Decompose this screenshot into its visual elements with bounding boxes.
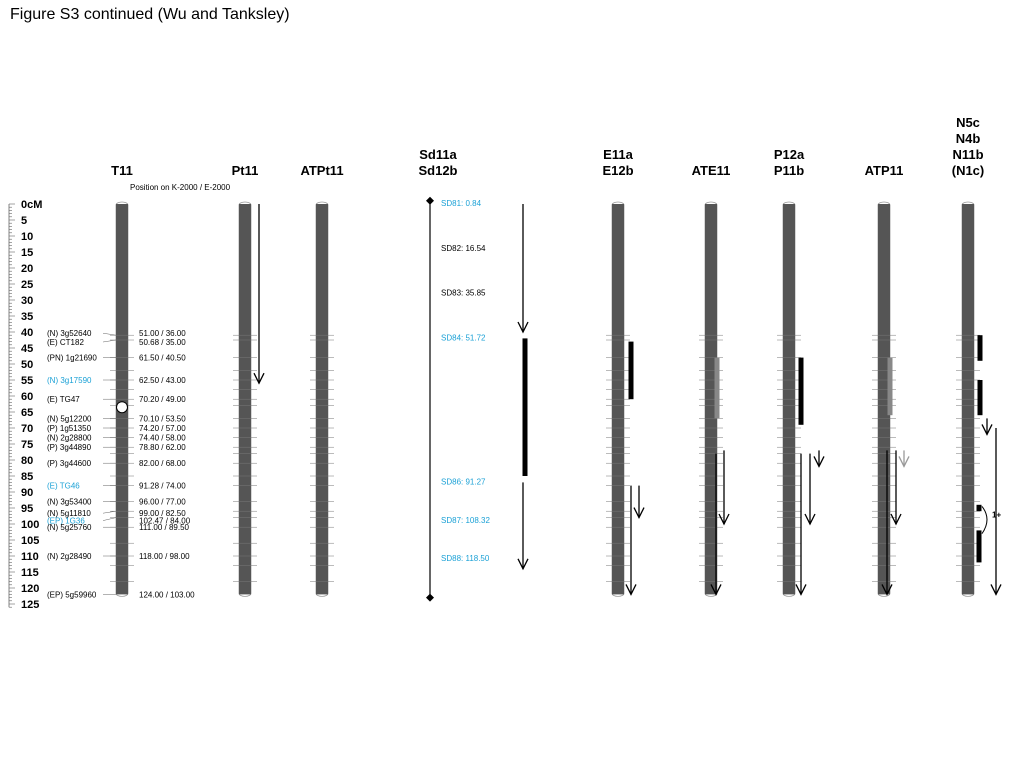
marker-position: 50.68 / 35.00	[139, 338, 186, 347]
scale-label: 75	[21, 439, 34, 451]
marker-name: (N) 3g17590	[47, 376, 92, 385]
sd-label: SD86: 91.27	[441, 477, 486, 487]
sd-label: SD81: 0.84	[441, 199, 482, 208]
scale-label: 70	[21, 423, 34, 435]
marker-connector	[103, 518, 116, 521]
chromosome-header-ATP11: ATP11	[864, 163, 904, 178]
marker-position: 118.00 / 98.00	[139, 552, 190, 561]
scale-label: 80	[21, 455, 34, 467]
atp11-arrow-3	[899, 450, 909, 466]
marker-connector	[103, 333, 116, 335]
marker-name: (E) TG46	[47, 481, 80, 491]
marker-name: (E) CT182	[47, 338, 84, 347]
marker-connector	[103, 511, 116, 513]
marker-name: (N) 5g12200	[47, 414, 92, 424]
scale-label: 5	[21, 215, 28, 227]
position-note: Position on K-2000 / E-2000	[130, 183, 231, 192]
sd-label: SD82: 16.54	[441, 243, 486, 253]
sd-label: SD83: 35.85	[441, 288, 486, 298]
marker-position: 62.50 / 43.00	[139, 376, 186, 385]
chromosome-bars	[110, 202, 980, 596]
scale-label: 30	[21, 295, 34, 307]
scale-label: 55	[21, 375, 34, 387]
chromosome-header-N5c: N4b	[955, 131, 981, 146]
centromere	[117, 402, 128, 413]
scale-label: 60	[21, 391, 34, 403]
n5c-label: 1+	[992, 510, 1002, 520]
marker-position: 70.20 / 49.00	[139, 395, 186, 405]
e11a-bar	[629, 342, 634, 400]
chromosome-header-E11a: E11a	[603, 147, 633, 162]
scale-label: 120	[21, 583, 40, 595]
marker-name: (P) 1g51350	[47, 424, 92, 433]
p12a-arrow-2	[805, 454, 815, 524]
scale-label: 100	[21, 519, 40, 531]
marker-name: (P) 3g44890	[47, 443, 92, 453]
figure-title: Figure S3 continued (Wu and Tanksley)	[10, 6, 290, 23]
sd-axis-top	[426, 197, 434, 205]
sd-axis-bottom	[426, 594, 434, 602]
scale-label: 115	[21, 567, 39, 579]
marker-position: 74.40 / 58.00	[139, 433, 186, 443]
scale-label: 45	[21, 343, 34, 355]
pt11-arrow	[254, 204, 264, 383]
marker-name: (P) 3g44600	[47, 459, 92, 469]
marker-position: 74.20 / 57.00	[139, 424, 186, 433]
scale-label: 25	[21, 279, 34, 291]
scale-label: 110	[21, 551, 39, 563]
marker-position: 70.10 / 53.50	[139, 414, 186, 424]
marker-name: (N) 2g28800	[47, 433, 92, 443]
chromosome-header-Sd11a: Sd12b	[418, 163, 458, 178]
marker-name: (N) 3g53400	[47, 497, 92, 507]
marker-name: (EP) 5g59960	[47, 590, 97, 600]
marker-position: 91.28 / 74.00	[139, 481, 186, 491]
e11a-arrow-1	[626, 486, 636, 595]
sd-label: SD84: 51.72	[441, 333, 486, 343]
scale-label: 85	[21, 471, 34, 483]
cm-scale	[9, 199, 42, 611]
scale-label: 90	[21, 487, 34, 499]
chromosome-header-T11: T11	[111, 163, 133, 178]
n5c-bar-1	[978, 335, 983, 361]
chromosome-header-Pt11: Pt11	[231, 163, 259, 178]
chromosome-header-P12a: P12a	[773, 147, 805, 162]
scale-label: 10	[21, 231, 34, 243]
n5c-bar-3	[977, 505, 982, 511]
chromosome-header-N5c: N5c	[956, 115, 980, 130]
scale-label: 35	[21, 311, 34, 323]
segregation-distortion-column	[426, 197, 490, 602]
sd-arrow-1	[518, 204, 528, 332]
marker-name: (PN) 1g21690	[47, 353, 97, 363]
marker-name: (N) 3g52640	[47, 329, 92, 339]
marker-position: 51.00 / 36.00	[139, 329, 186, 339]
marker-name: (N) 2g28490	[47, 552, 92, 561]
p12a-arrow-1	[796, 454, 806, 595]
sd-arrow-2	[518, 482, 528, 568]
marker-position: 102.47 / 84.00	[139, 516, 191, 526]
marker-position: 82.00 / 68.00	[139, 459, 186, 469]
scale-label: 125	[21, 599, 40, 611]
p12a-bar	[799, 358, 804, 425]
n5c-bar-2	[978, 380, 983, 415]
scale-label: 50	[21, 359, 34, 371]
scale-label: 40	[21, 327, 34, 339]
atp11-bar	[888, 358, 893, 416]
scale-label: 105	[21, 535, 40, 547]
atp11-arrow-2	[891, 450, 901, 524]
chromosome-header-P12a: P11b	[773, 163, 805, 178]
marker-name: (EP) 1G36	[47, 516, 85, 526]
sd-label: SD88: 118.50	[441, 554, 490, 564]
scale-label: 15	[21, 247, 34, 259]
marker-position: 124.00 / 103.00	[139, 590, 195, 600]
chromosome-header-Sd11a: Sd11a	[419, 147, 457, 162]
n5c-arrow-1	[982, 418, 992, 434]
marker-position: 61.50 / 40.50	[139, 353, 186, 363]
ate11-arrow-2	[719, 450, 729, 524]
sd-bar	[523, 338, 528, 476]
marker-name: (N) 5g25760	[47, 523, 92, 533]
marker-position: 96.00 / 77.00	[139, 497, 186, 507]
ate11-bar	[715, 358, 720, 419]
scale-label: 20	[21, 263, 34, 275]
chromosome-header-ATPt11: ATPt11	[300, 163, 344, 178]
chromosome-header-N5c: N11b	[952, 147, 984, 162]
marker-name: (N) 5g11810	[47, 509, 91, 519]
chromosome-headers	[111, 115, 984, 192]
n5c-bracket	[982, 506, 987, 533]
chromosome-header-ATE11: ATE11	[691, 163, 731, 178]
scale-label: 95	[21, 503, 34, 515]
marker-position: 111.00 / 89.50	[139, 523, 189, 533]
sd-label: SD87: 108.32	[441, 515, 490, 525]
scale-label: 0cM	[21, 199, 43, 211]
marker-name: (E) TG47	[47, 395, 80, 405]
scale-label: 65	[21, 407, 34, 419]
marker-position: 78.80 / 62.00	[139, 443, 186, 453]
p12a-arrow-3	[814, 450, 824, 466]
chromosome-header-E11a: E12b	[602, 163, 634, 178]
n5c-bar-4	[977, 530, 982, 562]
marker-connector	[103, 340, 116, 342]
chromosome-header-N5c: (N1c)	[951, 163, 985, 178]
e11a-arrow-2	[634, 486, 644, 518]
marker-position: 99.00 / 82.50	[139, 509, 186, 519]
